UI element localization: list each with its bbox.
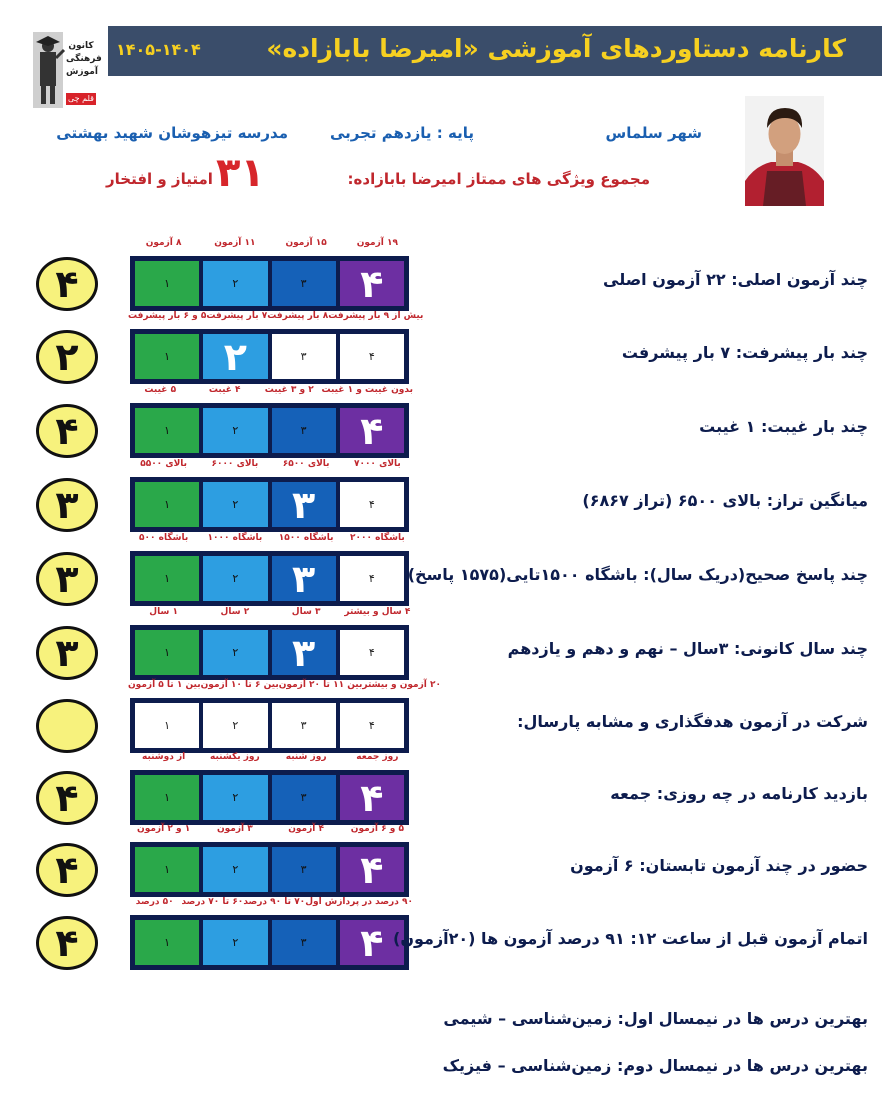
level-cell: ۳ bbox=[271, 555, 337, 602]
sum-label: مجموع ویژگی های ممتاز امیرضا بابازاده: bbox=[347, 170, 650, 188]
level-cell: ۱ bbox=[134, 774, 200, 821]
level-cell: ۳ bbox=[271, 260, 337, 307]
column-label: از دوشنبه bbox=[141, 752, 186, 762]
score-circle: ۳ bbox=[36, 552, 98, 606]
level-cell: ۱ bbox=[134, 260, 200, 307]
column-label: ۲ و ۳ غیبت bbox=[264, 385, 314, 395]
column-label: بیش از ۹ بار پیشرفت bbox=[328, 311, 424, 321]
level-cell: ۳ bbox=[271, 919, 337, 966]
column-label: ۵ غیبت bbox=[144, 385, 177, 395]
row-column-labels bbox=[128, 824, 413, 834]
row-column-labels bbox=[128, 897, 413, 907]
column-label: ۵ و ۶ آزمون bbox=[350, 824, 404, 834]
student-photo bbox=[745, 96, 824, 206]
level-boxes bbox=[130, 403, 409, 458]
score-circle: ۳ bbox=[36, 478, 98, 532]
column-label: ۸ بار پیشرفت bbox=[267, 311, 329, 321]
score-circle: ۳ bbox=[36, 626, 98, 680]
row-column-labels bbox=[128, 311, 424, 321]
level-cell: ۴ bbox=[339, 555, 405, 602]
level-cell: ۱ bbox=[134, 481, 200, 528]
level-boxes bbox=[130, 551, 409, 606]
level-cell: ۱ bbox=[134, 846, 200, 893]
total-score: ۳۱ bbox=[216, 150, 265, 196]
level-cell: ۳ bbox=[271, 846, 337, 893]
level-cell: ۱ bbox=[134, 702, 200, 749]
column-label: روز جمعه bbox=[356, 752, 399, 762]
row-column-labels bbox=[128, 533, 413, 543]
column-label: بالای ۵۵۰۰ bbox=[140, 459, 188, 469]
level-cell: ۲ bbox=[202, 919, 268, 966]
level-cell: ۲ bbox=[202, 555, 268, 602]
column-label: ۸ آزمون bbox=[145, 238, 182, 248]
score-circle: ۴ bbox=[36, 257, 98, 311]
level-cell: ۲ bbox=[202, 407, 268, 454]
row-column-labels bbox=[128, 680, 442, 690]
column-label: ۹۰ درصد در پردازش اول bbox=[305, 897, 413, 907]
best-subjects-second: بهترین درس ها در نیمسال دوم: زمین‌شناسی – فیزیک bbox=[442, 1056, 868, 1075]
column-label: بالای ۷۰۰۰ bbox=[353, 459, 401, 469]
level-boxes bbox=[130, 770, 409, 825]
level-cell: ۲ bbox=[202, 481, 268, 528]
column-label: ۱ سال bbox=[149, 607, 178, 617]
column-label: بین ۱۱ تا ۲۰ آزمون bbox=[278, 680, 363, 690]
row-question: حضور در چند آزمون تابستان: ۶ آزمون bbox=[570, 856, 868, 875]
level-cell: ۳ bbox=[271, 481, 337, 528]
logo-text: کانون فرهنگی آموزش bbox=[66, 41, 102, 77]
best-subjects-first: بهترین درس ها در نیمسال اول: زمین‌شناسی – شیمی bbox=[443, 1009, 868, 1028]
row-column-labels bbox=[128, 385, 413, 395]
level-cell: ۳ bbox=[271, 629, 337, 676]
level-cell: ۲ bbox=[202, 846, 268, 893]
page-title: کارنامه دستاوردهای آموزشی «امیرضا بابازاده» bbox=[266, 34, 846, 63]
level-boxes bbox=[130, 698, 409, 753]
column-label: ۷۰ تا ۹۰ درصد bbox=[243, 897, 306, 907]
row-question: چند بار پیشرفت: ۷ بار پیشرفت bbox=[621, 343, 868, 362]
column-label: ۵ و ۶ بار پیشرفت bbox=[128, 311, 207, 321]
level-boxes bbox=[130, 329, 409, 384]
score-circle: ۴ bbox=[36, 843, 98, 897]
score-circle: ۴ bbox=[36, 916, 98, 970]
column-label: روز شنبه bbox=[285, 752, 327, 762]
level-cell: ۳ bbox=[271, 407, 337, 454]
column-label: ۳ آزمون bbox=[216, 824, 253, 834]
score-circle: ۴ bbox=[36, 771, 98, 825]
column-label: باشگاه ۱۵۰۰ bbox=[278, 533, 334, 543]
level-boxes bbox=[130, 477, 409, 532]
level-cell: ۱ bbox=[134, 407, 200, 454]
level-boxes bbox=[130, 256, 409, 311]
level-cell: ۴ bbox=[339, 481, 405, 528]
level-cell: ۴ bbox=[339, 629, 405, 676]
academic-years: ۱۴۰۵-۱۴۰۴ bbox=[116, 40, 201, 59]
column-label: باشگاه ۵۰۰ bbox=[139, 533, 189, 543]
column-label: بین ۱ تا ۵ آزمون bbox=[128, 680, 201, 690]
level-cell: ۳ bbox=[271, 333, 337, 380]
level-boxes bbox=[130, 842, 409, 897]
level-cell: ۴ bbox=[339, 407, 405, 454]
level-cell: ۳ bbox=[271, 702, 337, 749]
column-label: ۳ سال bbox=[291, 607, 321, 617]
level-cell: ۳ bbox=[271, 774, 337, 821]
column-label: ۶۰ تا ۷۰ درصد bbox=[181, 897, 244, 907]
column-label: ۲ سال bbox=[220, 607, 250, 617]
level-cell: ۱ bbox=[134, 333, 200, 380]
column-label: روز یکشنبه bbox=[210, 752, 260, 762]
row-question: میانگین تراز: بالای ۶۵۰۰ (تراز ۶۸۶۷) bbox=[582, 491, 868, 510]
level-cell: ۲ bbox=[202, 629, 268, 676]
column-label: ۴ سال و بیشتر bbox=[344, 607, 411, 617]
row-column-labels bbox=[128, 752, 413, 762]
level-cell: ۴ bbox=[339, 260, 405, 307]
score-circle: ۴ bbox=[36, 404, 98, 458]
column-label: بدون غیبت و ۱ غیبت bbox=[321, 385, 413, 395]
column-label: باشگاه ۱۰۰۰ bbox=[207, 533, 263, 543]
total-score-label: امتیاز و افتخار bbox=[106, 170, 213, 188]
score-circle bbox=[36, 699, 98, 753]
level-cell: ۲ bbox=[202, 774, 268, 821]
logo-badge: قلم چی bbox=[66, 93, 96, 105]
level-cell: ۱ bbox=[134, 555, 200, 602]
row-column-labels bbox=[128, 459, 413, 469]
level-cell: ۱ bbox=[134, 629, 200, 676]
row-question: چند سال کانونی: ۳سال – نهم و دهم و یازدهم bbox=[507, 639, 868, 658]
column-label: بالای ۶۰۰۰ bbox=[211, 459, 259, 469]
row-question: چند پاسخ صحیح(دریک سال): باشگاه ۱۵۰۰تایی(۱۵۷۵ پاسخ) bbox=[407, 565, 868, 584]
header-bar bbox=[108, 26, 882, 76]
level-cell: ۴ bbox=[339, 702, 405, 749]
level-cell: ۲ bbox=[202, 260, 268, 307]
column-label: بالای ۶۵۰۰ bbox=[282, 459, 330, 469]
row-question: اتمام آزمون قبل از ساعت ۱۲: ۹۱ درصد آزمون ها (۲۰آزمون) bbox=[393, 929, 868, 948]
level-cell: ۴ bbox=[339, 919, 405, 966]
column-label: ۱ و ۲ آزمون bbox=[137, 824, 191, 834]
row-question: چند آزمون اصلی: ۲۲ آزمون اصلی bbox=[603, 270, 868, 289]
column-label: ۱۵ آزمون bbox=[285, 238, 327, 248]
row-question: شرکت در آزمون هدفگذاری و مشابه پارسال: bbox=[517, 712, 868, 731]
row-question: چند بار غیبت: ۱ غیبت bbox=[699, 417, 868, 436]
student-city: شهر سلماس bbox=[605, 124, 702, 142]
level-cell: ۴ bbox=[339, 333, 405, 380]
student-grade: پایه : یازدهم تجربی bbox=[329, 124, 474, 142]
level-boxes bbox=[130, 915, 409, 970]
score-circle: ۲ bbox=[36, 330, 98, 384]
column-label: باشگاه ۲۰۰۰ bbox=[350, 533, 405, 543]
student-school: مدرسه تیزهوشان شهید بهشتی bbox=[56, 124, 288, 142]
column-label: بین ۶ تا ۱۰ آزمون bbox=[200, 680, 279, 690]
column-label: ۵۰ درصد bbox=[135, 897, 174, 907]
level-cell: ۴ bbox=[339, 774, 405, 821]
row-column-labels bbox=[128, 607, 413, 617]
level-cell: ۱ bbox=[134, 919, 200, 966]
column-label: ۷ بار پیشرفت bbox=[206, 311, 268, 321]
column-label: ۲۰ آزمون و بیشتر bbox=[362, 680, 442, 690]
column-label: ۱۹ آزمون bbox=[356, 238, 399, 248]
level-cell: ۲ bbox=[202, 333, 268, 380]
column-label: ۴ غیبت bbox=[208, 385, 241, 395]
row-question: بازدید کارنامه در چه روزی: جمعه bbox=[610, 784, 868, 803]
row-column-labels bbox=[128, 238, 413, 248]
column-label: ۱۱ آزمون bbox=[214, 238, 256, 248]
level-cell: ۲ bbox=[202, 702, 268, 749]
column-label: ۴ آزمون bbox=[288, 824, 325, 834]
level-cell: ۴ bbox=[339, 846, 405, 893]
level-boxes bbox=[130, 625, 409, 680]
